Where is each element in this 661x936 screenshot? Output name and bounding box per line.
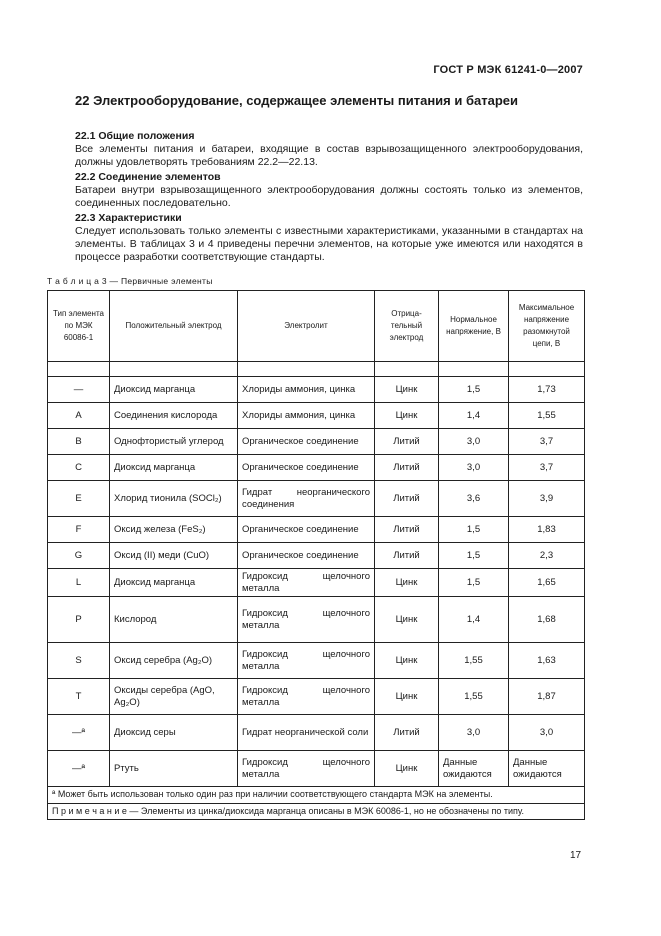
column-header: Положительный электрод (110, 291, 238, 362)
table-cell: Ртуть (110, 751, 238, 787)
table-note: П р и м е ч а н и е — Элементы из цинка/диоксида марганца описаны в МЭК 60086-1, но не обозначены по типу. (48, 803, 585, 820)
primary-cells-table (47, 290, 585, 820)
table-cell: Цинк (375, 403, 439, 429)
table-cell: Цинк (375, 679, 439, 715)
table-cell: P (48, 597, 110, 643)
table-cell: 1,55 (439, 679, 509, 715)
table-cell: 1,68 (509, 597, 585, 643)
table-cell: Цинк (375, 569, 439, 597)
table-cell: Гидрат неорганического соединения (238, 481, 375, 517)
column-header: Отрица-тельный электрод (375, 291, 439, 362)
table-cell: Цинк (375, 597, 439, 643)
table-cell: 1,5 (439, 517, 509, 543)
table-cell: 3,7 (509, 429, 585, 455)
table-cell: 1,65 (509, 569, 585, 597)
table-cell: Однофтористый углерод (110, 429, 238, 455)
table-cell: T (48, 679, 110, 715)
table-row (48, 569, 585, 597)
table-cell: Органическое соединение (238, 455, 375, 481)
table-row (48, 481, 585, 517)
table-cell: G (48, 543, 110, 569)
table-cell: Хлориды аммония, цинка (238, 403, 375, 429)
section-title: 22 Электрооборудование, содержащее элементы питания и батареи (75, 93, 518, 108)
table-cell: 1,55 (439, 643, 509, 679)
table-cell: 2,3 (509, 543, 585, 569)
table-cell: Гидроксид щелочного металла (238, 569, 375, 597)
table-cell: Органическое соединение (238, 543, 375, 569)
table-cell: Оксид серебра (Ag₂O) (110, 643, 238, 679)
table-cell: Диоксид марганца (110, 377, 238, 403)
table-cell: Гидроксид щелочного металла (238, 679, 375, 715)
subsection-text: Следует использовать только элементы с известными характеристиками, указанными в стандартах на элементы. В таблицах 3 и 4 приведены перечни элементов, на которые уже имеются или находятся в процессе разработки соответствующие стандарты. (75, 225, 583, 263)
table-cell: Оксид железа (FeS₂) (110, 517, 238, 543)
table-cell: Литий (375, 517, 439, 543)
table-cell: —ª (48, 751, 110, 787)
table-cell: Оксиды серебра (AgO, Ag₂O) (110, 679, 238, 715)
table-row (48, 455, 585, 481)
subsection-title: 22.2 Соединение элементов (75, 171, 221, 183)
table-cell: Кислород (110, 597, 238, 643)
table-row (48, 543, 585, 569)
table-row (48, 403, 585, 429)
table-cell: Цинк (375, 751, 439, 787)
column-header: Тип элемента по МЭК 60086-1 (48, 291, 110, 362)
table-cell: F (48, 517, 110, 543)
table-cell: Гидроксид щелочного металла (238, 751, 375, 787)
table-cell: 3,6 (439, 481, 509, 517)
content (75, 93, 583, 266)
table-cell: Гидрат неорганической соли (238, 715, 375, 751)
table-cell: 3,9 (509, 481, 585, 517)
subsection-title: 22.1 Общие положения (75, 130, 195, 142)
table-cell: 1,73 (509, 377, 585, 403)
table-row (48, 679, 585, 715)
table-cell: Цинк (375, 643, 439, 679)
table-cell: 1,5 (439, 377, 509, 403)
subsection-text: Все элементы питания и батареи, входящие в состав взрывозащищенного электрооборудования, должны удовлетворять требованиям 22.2—22.13. (75, 143, 583, 168)
page-number: 17 (570, 850, 582, 861)
table-row (48, 643, 585, 679)
table-cell: 1,5 (439, 543, 509, 569)
column-header: Нормальное напряжение, В (439, 291, 509, 362)
table-cell: 3,0 (439, 429, 509, 455)
table-caption: Т а б л и ц а 3 — Первичные элементы (47, 276, 213, 286)
table-cell: Литий (375, 543, 439, 569)
subsection-title: 22.3 Характеристики (75, 212, 182, 224)
table-cell: —ª (48, 715, 110, 751)
page-header: ГОСТ Р МЭК 61241-0—2007 (433, 64, 583, 76)
table-cell: Данные ожидаются (439, 751, 509, 787)
table-cell: Оксид (II) меди (CuO) (110, 543, 238, 569)
table-cell: Органическое соединение (238, 517, 375, 543)
table-cell: Хлорид тионила (SOCl₂) (110, 481, 238, 517)
table-cell: E (48, 481, 110, 517)
table-cell: S (48, 643, 110, 679)
table-cell: — (48, 377, 110, 403)
table-spacer-row (48, 362, 585, 377)
table-row (48, 715, 585, 751)
table-cell: Цинк (375, 377, 439, 403)
table-cell: Гидроксид щелочного металла (238, 597, 375, 643)
table-row (48, 597, 585, 643)
table-cell: 3,7 (509, 455, 585, 481)
table-cell: Гидроксид щелочного металла (238, 643, 375, 679)
table-row (48, 751, 585, 787)
table-cell: C (48, 455, 110, 481)
table-cell: Диоксид марганца (110, 569, 238, 597)
table-cell: L (48, 569, 110, 597)
table-cell: Данные ожидаются (509, 751, 585, 787)
table-cell: Литий (375, 715, 439, 751)
table-cell: B (48, 429, 110, 455)
table-cell: Диоксид серы (110, 715, 238, 751)
table-footnote: ª Может быть использован только один раз при наличии соответствующего стандарта МЭК на элементы. (48, 787, 585, 804)
table-cell: 3,0 (439, 455, 509, 481)
table-row (48, 429, 585, 455)
table-cell: 3,0 (439, 715, 509, 751)
table-cell: Диоксид марганца (110, 455, 238, 481)
table-note-row (48, 803, 585, 820)
table-cell: 1,87 (509, 679, 585, 715)
table-cell: Литий (375, 455, 439, 481)
table-header-row (48, 291, 585, 362)
table-cell: Литий (375, 481, 439, 517)
table-row (48, 377, 585, 403)
table-cell: 1,63 (509, 643, 585, 679)
table-footnote-row (48, 787, 585, 804)
table-cell: Соединения кислорода (110, 403, 238, 429)
table-body (48, 362, 585, 787)
column-header: Электролит (238, 291, 375, 362)
table-cell: 1,55 (509, 403, 585, 429)
table-cell: Органическое соединение (238, 429, 375, 455)
column-header: Максимальное напряжение разомкнутой цепи, В (509, 291, 585, 362)
subsection-text: Батареи внутри взрывозащищенного электрооборудования должны состоять только из элементов, соединенных последовательно. (75, 184, 583, 209)
table-cell: 1,4 (439, 403, 509, 429)
table-row (48, 517, 585, 543)
table-cell: Литий (375, 429, 439, 455)
table-cell: 1,83 (509, 517, 585, 543)
table-cell: A (48, 403, 110, 429)
table-cell: 1,5 (439, 569, 509, 597)
table-cell: Хлориды аммония, цинка (238, 377, 375, 403)
table-cell: 1,4 (439, 597, 509, 643)
table-cell: 3,0 (509, 715, 585, 751)
